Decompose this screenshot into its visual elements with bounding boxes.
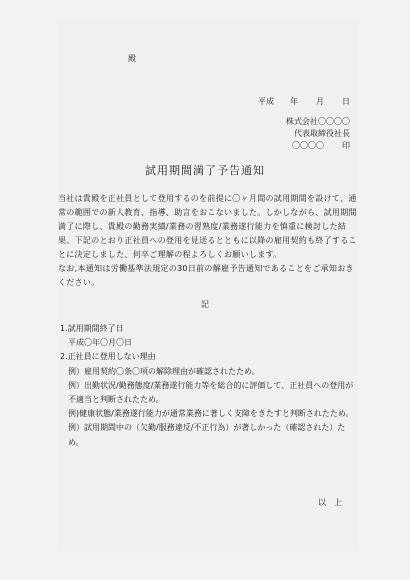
item-example-4: 例）試用期間中の（欠勤/服務違反/不正行為）が著しかった（確認された）ため。	[68, 423, 346, 447]
item-example-1: 例）雇用契約〇条〇項の解除理由が確認されたため。	[68, 366, 260, 376]
date-day: 日	[342, 97, 350, 106]
ki-heading: 記	[201, 300, 209, 309]
item-list	[60, 322, 360, 450]
closing-ijo: 以上	[318, 498, 350, 507]
item-heading-2: 2.正社員に登用しない理由	[60, 352, 156, 362]
date-era: 平成	[258, 97, 274, 106]
body-paragraph-note: なお,本通知は労働基準法規定の30日前の解雇予告通知であることをご承知おきください。	[58, 264, 354, 287]
item-example-2: 例）出勤状況/勤務態度/業務遂行能力等を総合的に評価して、正社員への登用が不適当と判断されたため。	[68, 380, 354, 405]
body-text	[58, 192, 358, 290]
sender-signature-line	[292, 140, 350, 151]
sender-name: 〇〇〇〇	[292, 141, 324, 150]
item-example-3: 例)健康状態/業務遂行能力が通常業務に著しく支障をきたすと判断されたため。	[68, 409, 354, 419]
date-line	[258, 96, 350, 107]
item-heading-1: 1.試用期間終了日	[60, 324, 124, 333]
document-title: 試用期間満了予告通知	[145, 164, 265, 177]
addressee: 殿	[128, 54, 137, 63]
date-month: 月	[316, 97, 324, 106]
sender-rep-title: 代表取締役社長	[294, 129, 350, 138]
seal-mark: 印	[342, 141, 350, 150]
sender-company: 株式会社〇〇〇〇	[286, 117, 350, 126]
item-date-value: 平成〇年〇月〇日	[68, 338, 132, 348]
body-paragraph: 当社は貴殿を正社員として登用するのを前提に〇ヶ月間の試用期間を設けて、通常の範囲での新人教育、指導、助言をおこないました。しかしながら、試用期間満了に際し、貴殿の勤務実績/業務の習熟度/業務遂行能力を慎重に検討した結果、下記のとおり正社員への登用を見送るとともに以降の雇用契約も終了することに決定しました、何卒ご理解の程よろしくお願いします。	[58, 194, 357, 259]
date-year: 年	[290, 97, 298, 106]
